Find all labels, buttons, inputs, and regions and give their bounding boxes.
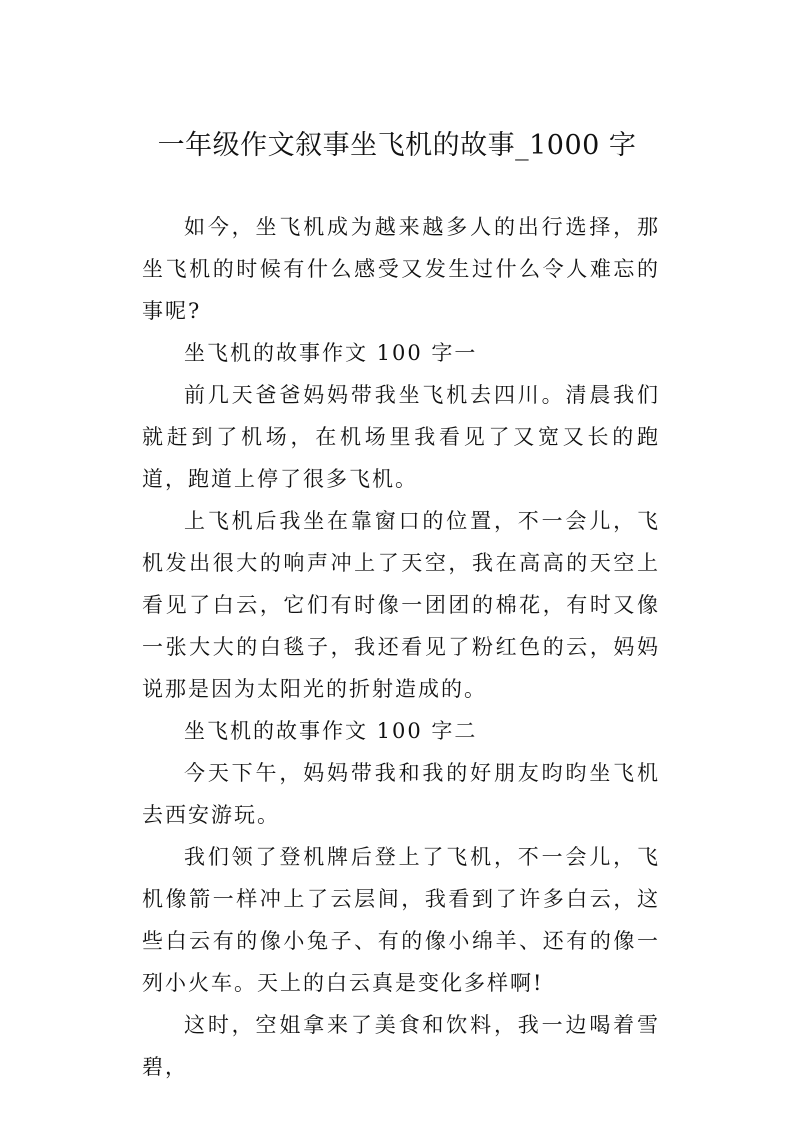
paragraph: 前几天爸爸妈妈带我坐飞机去四川。清晨我们就赶到了机场，在机场里我看见了又宽又长的跑道，跑道上停了很多飞机。 — [142, 383, 660, 491]
paragraph-intro: 如今，坐飞机成为越来越多人的出行选择，那坐飞机的时候有什么感受又发生过什么令人难忘的事呢? — [142, 215, 660, 323]
paragraph: 今天下午，妈妈带我和我的好朋友昀昀坐飞机去西安游玩。 — [142, 761, 660, 827]
document-body — [142, 206, 660, 1088]
section-heading-one: 坐飞机的故事作文 100 字一 — [184, 341, 478, 365]
paragraph: 上飞机后我坐在靠窗口的位置，不一会儿，飞机发出很大的响声冲上了天空，我在高高的天空上看见了白云，它们有时像一团团的棉花，有时又像一张大大的白毯子，我还看见了粉红色的云，妈妈说那是因为太阳光的折射造成的。 — [142, 509, 660, 701]
paragraph: 这时，空姐拿来了美食和饮料，我一边喝着雪碧， — [142, 1013, 660, 1079]
paragraph: 我们领了登机牌后登上了飞机，不一会儿，飞机像箭一样冲上了云层间，我看到了许多白云，这些白云有的像小兔子、有的像小绵羊、还有的像一列小火车。天上的白云真是变化多样啊! — [142, 845, 660, 995]
section-heading-two: 坐飞机的故事作文 100 字二 — [184, 719, 478, 743]
document-title: 一年级作文叙事坐飞机的故事_1000 字 — [157, 130, 637, 162]
